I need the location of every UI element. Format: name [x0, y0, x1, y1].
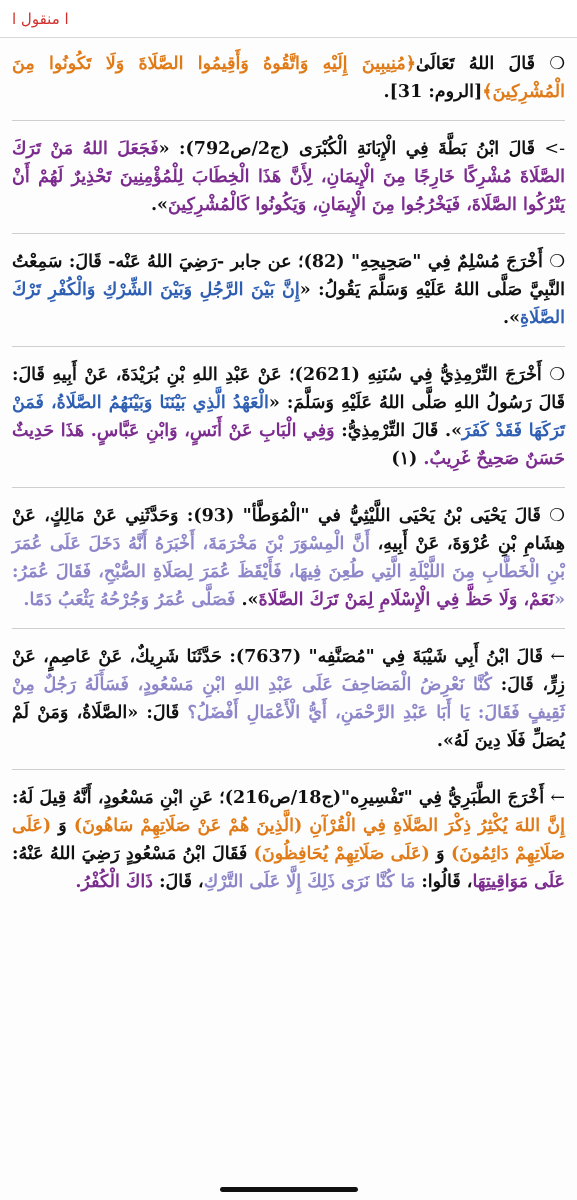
- bullet-marker: ❍: [549, 365, 566, 385]
- divider: [12, 769, 565, 770]
- text-segment: كُنَّا نَعْرِضُ الْمَصَاحِفَ عَلَى عَبْدِ اللهِ ابْنِ مَسْعُودٍ، فَسَأَلَهُ رَجُلٌ مِنْ ثَقِيفٍ فَقَالَ: يَا أَبَا عَبْدِ الرَّحْمَنِ، أَيُّ الْأَعْمَالِ أَفْضَلُ؟: [12, 675, 565, 723]
- bullet-marker: ❍: [549, 54, 566, 74]
- divider: [12, 628, 565, 629]
- text-segment: عَلَى مَوَاقِيتِهَا: [472, 872, 565, 892]
- text-segment: الْعَهْدُ الَّذِي بَيْنَنَا وَبَيْنَهُمُ الصَّلَاةُ، فَمَنْ تَرَكَهَا فَقَدْ كَفَرَ: [12, 393, 565, 441]
- text-segment: ، قَالُوا:: [415, 872, 473, 892]
- paragraph: [12, 776, 565, 904]
- text-segment: قَالَ ابْنُ أَبِي شَيْبَةَ فِي "مُصَنَّفِه" (7637): حَدَّثَنَا شَرِيكٌ، عَنْ عَاصِمٍ، عَنْ زِرٍّ، قَالَ:: [12, 647, 565, 695]
- divider: [12, 233, 565, 234]
- text-segment: (عَلَى صَلَاتِهِمْ دَائِمُونَ): [12, 816, 566, 864]
- text-segment: مَا كُنَّا نَرَى ذَلِكَ إِلَّا عَلَى التَّرْكِ: [203, 872, 416, 892]
- header-bar: [0, 0, 577, 38]
- text-segment: قَالَ يَحْيَى بْنُ يَحْيَى اللَّيْثِيُّ في "الْمُوَطَّأ" (93): وَحَدَّثَنِي عَنْ مَالِكٍ، عَنْ هِشَامِ بْنِ عُرْوَةَ، عَنْ أَبِيهِ،: [12, 506, 566, 554]
- text-segment: وَ: [51, 816, 74, 836]
- bullet-marker: ❍: [549, 506, 565, 526]
- bullet-marker: ->: [544, 139, 565, 159]
- text-segment: إِنَّ اللهَ يُكْثِرُ ذِكْرَ الصَّلَاةِ فِي الْقُرْآنِ (الَّذِينَ هُمْ عَنْ صَلَاتِهِمْ سَاهُونَ): [73, 816, 565, 836]
- text-segment: (عَلَى صَلَاتِهِمْ يُحَافِظُونَ): [253, 844, 430, 864]
- divider: [12, 346, 565, 347]
- text-segment: ».: [150, 195, 168, 215]
- text-segment: ».: [235, 590, 259, 610]
- text-segment: أَخْرَجَ الطَّبَرِيُّ فِي "تَفْسِيرِه"(ج18/ص216)؛ عَنِ ابْنِ مَسْعُودٍ، أَنَّهُ قِيلَ لَهُ:: [12, 788, 551, 808]
- paragraph: [12, 240, 565, 340]
- divider: [12, 487, 565, 488]
- text-segment: أَنَّ الْمِسْوَرَ بْنَ مَخْرَمَةَ، أَخْبَرَهُ أَنَّهُ دَخَلَ عَلَى عُمَرَ بْنِ الْخَطَّابِ مِنَ اللَّيْلَةِ الَّتِي طُعِنَ فِيهَا، فَأَيْقَظَ عُمَرَ لِصَلَاةِ الصُّبْحِ، فَقَالَ عُمَرُ: «: [12, 534, 565, 610]
- paragraph: [12, 635, 565, 763]
- paragraph: [12, 127, 565, 227]
- text-segment: فَقَالَ ابْنُ مَسْعُودٍ رَضِيَ اللهُ عَنْهُ:: [12, 844, 254, 864]
- paragraph: [12, 494, 565, 622]
- text-segment: ». قَالَ التِّرْمِذِيُّ:: [334, 421, 463, 441]
- bullet-marker: ←: [550, 788, 565, 808]
- text-segment: وَفِي الْبَابِ عَنْ أَنَسٍ، وَابْنِ عَبَّاسٍ. هَذَا حَدِيثٌ حَسَنٌ صَحِيحٌ غَرِيبٌ.: [12, 421, 565, 469]
- divider: [12, 120, 565, 121]
- text-segment: ».: [502, 308, 521, 328]
- text-segment: فَجَعَلَ اللهُ مَنْ تَرَكَ الصَّلَاةَ مُشْرِكًا خَارِجًا مِنَ الْإِيمَانِ، لِأَنَّ هَذَا الْخِطَابَ لِلْمُؤْمِنِينَ تَحْذِيرٌ لَهُمْ أَنْ يَتْرُكُوا الصَّلَاةَ، فَيَخْرُجُوا مِنَ الْإِيمَانِ، وَيَكُونُوا كَالْمُشْرِكِينَ: [12, 139, 565, 215]
- paragraph: [12, 42, 565, 114]
- article-body: [0, 38, 577, 904]
- text-segment: ﴿مُنِيبِينَ إِلَيْهِ وَاتَّقُوهُ وَأَقِيمُوا الصَّلَاةَ وَلَا تَكُونُوا مِنَ الْمُشْرِكِينَ﴾: [12, 54, 565, 102]
- text-segment: (١): [391, 449, 424, 469]
- paragraph: [12, 353, 565, 481]
- text-segment: أَخْرَجَ مُسْلِمٌ فِي "صَحِيحِهِ" (82)؛ عن جابر -رَضِيَ اللهُ عَنْه- قَالَ: سَمِعْتُ النَّبِيَّ صَلَّى اللهُ عَلَيْهِ وَسَلَّمَ يَقُولُ: «: [12, 252, 565, 300]
- text-segment: ذَاكَ الْكُفْرُ.: [75, 872, 153, 892]
- bullet-marker: ←: [550, 647, 565, 667]
- header-tag: ا منقول ا: [12, 9, 69, 28]
- text-segment: فَصَلَّى عُمَرُ وَجُرْحُهُ يَثْعَبُ دَمًا.: [23, 590, 236, 610]
- text-segment: وَ: [429, 844, 451, 864]
- home-indicator[interactable]: [220, 1187, 358, 1192]
- text-segment: إِنَّ بَيْنَ الرَّجُلِ وَبَيْنَ الشِّرْكِ وَالْكُفْرِ تَرْكَ الصَّلَاةِ: [12, 280, 565, 328]
- text-segment: قَالَ ابْنُ بَطَّةَ فِي الْإِبَانَةِ الْكُبْرَى (ج2/ص792): «: [158, 139, 545, 159]
- text-segment: [الروم: 31].: [383, 82, 483, 102]
- text-segment: أَخْرَجَ التِّرْمِذِيُّ فِي سُنَنِهِ (2621)؛ عَنْ عَبْدِ اللهِ بْنِ بُرَيْدَةَ، عَنْ أَبِيهِ قَالَ: قَالَ رَسُولُ اللهِ صَلَّى اللهُ عَلَيْهِ وَسَلَّمَ: «: [12, 365, 565, 413]
- text-segment: ، قَالَ:: [152, 872, 204, 892]
- text-segment: نَعَمْ، وَلَا حَظَّ فِي الْإِسْلَامِ لِمَنْ تَرَكَ الصَّلَاةَ: [258, 590, 555, 610]
- text-segment: قَالَ اللهُ تَعَالَىٰ: [415, 54, 550, 74]
- bullet-marker: ❍: [549, 252, 566, 272]
- text-segment: قَالَ: «الصَّلَاةُ، وَمَنْ لَمْ يُصَلِّ فَلَا دِينَ لَهُ».: [12, 703, 565, 751]
